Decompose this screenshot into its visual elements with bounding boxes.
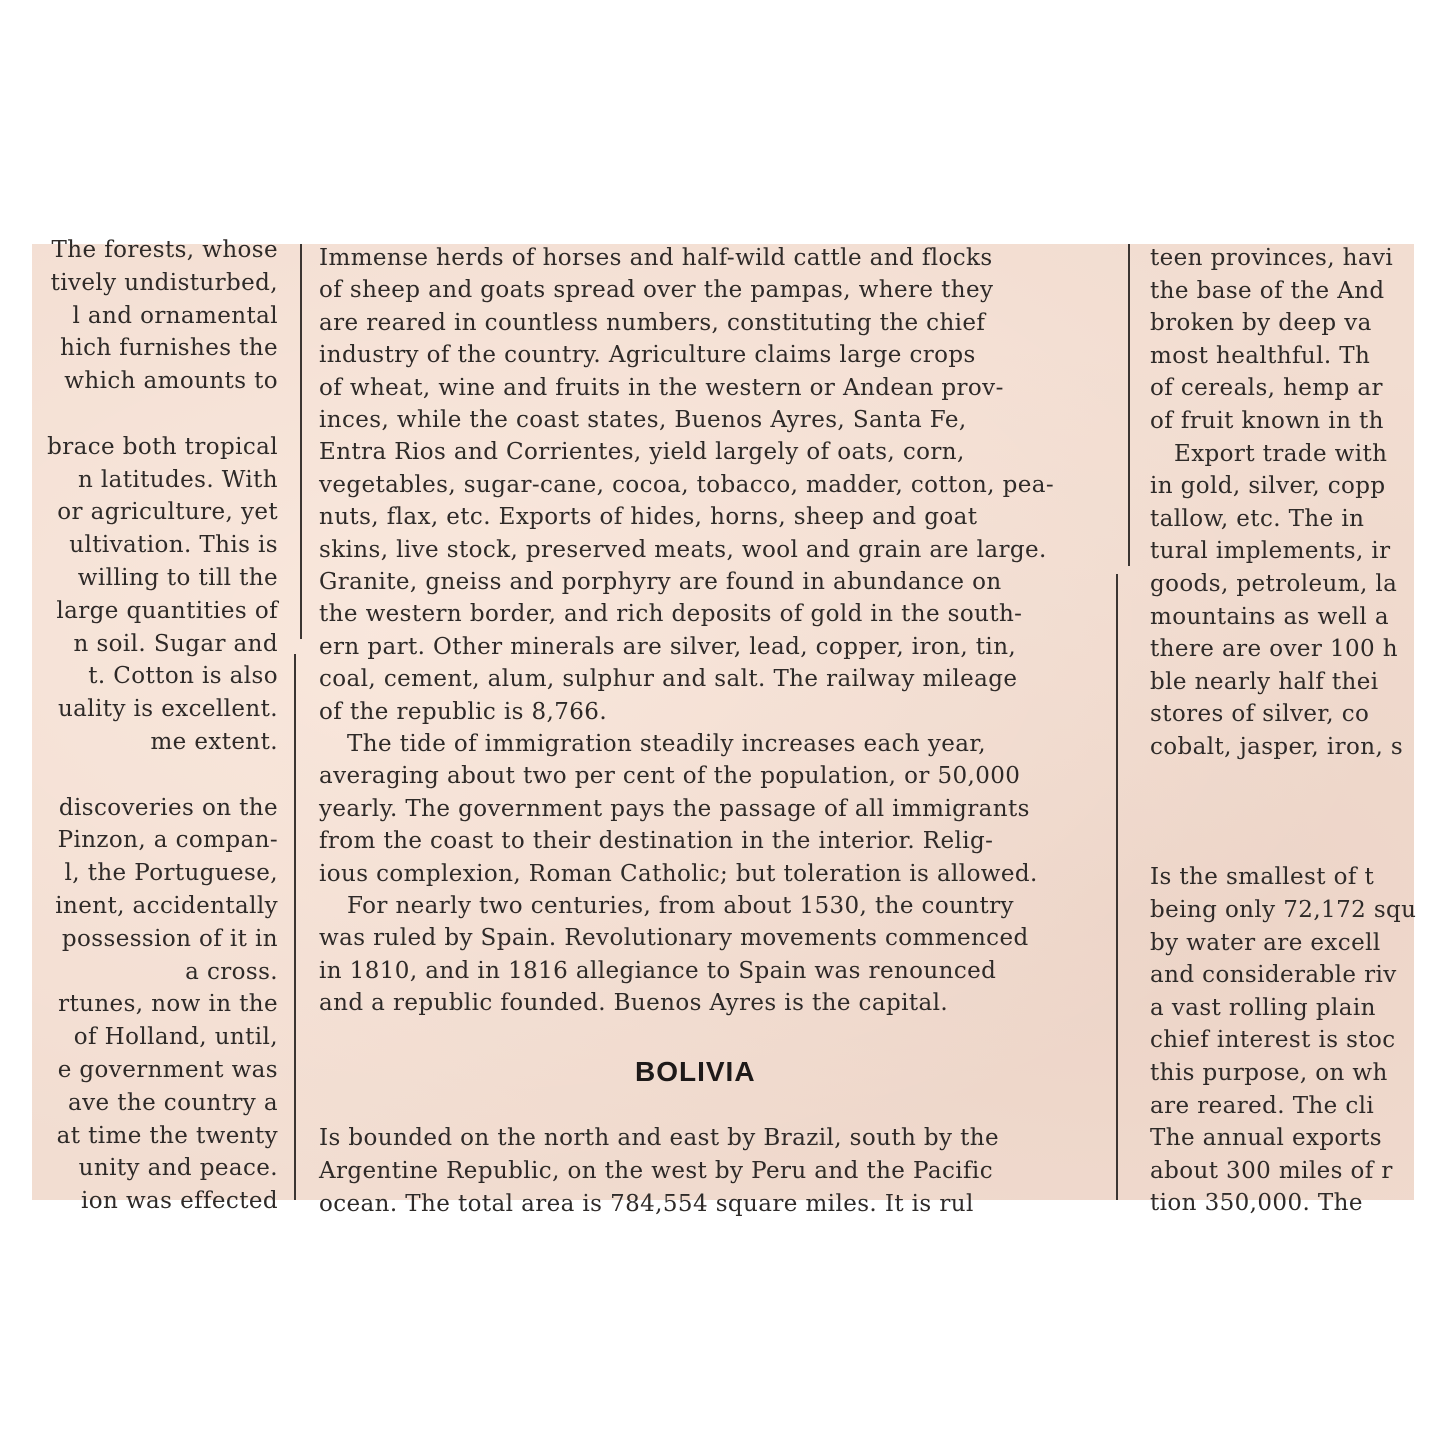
text-line: there are over 100 h (1150, 636, 1398, 663)
middle-column (319, 244, 1109, 1217)
text-line: The forests, whose (51, 237, 278, 263)
right-column (1150, 244, 1417, 1217)
text-line: tallow, etc. The in (1150, 505, 1365, 532)
text-line: Is bounded on the north and east by Brazil, south by the (319, 1125, 999, 1151)
text-line: averaging about two per cent of the population, or 50,000 (319, 763, 1021, 790)
text-line: yearly. The government pays the passage of all immigrants (319, 795, 1030, 822)
column-rule-right-lower (1116, 574, 1118, 1200)
column-rule-left-lower (294, 654, 296, 1200)
text-line: The tide of immigration steadily increases each year, (347, 731, 986, 757)
text-line: in 1810, and in 1816 allegiance to Spain was renounced (319, 957, 997, 984)
text-line: cobalt, jasper, iron, s (1150, 734, 1404, 760)
text-line: mountains as well a (1150, 603, 1389, 630)
text-line: uality is excellent. (57, 696, 278, 723)
section-heading: BOLIVIA (635, 1056, 756, 1087)
text-line: rtunes, now in the (58, 991, 278, 1018)
column-rule-right-upper (1128, 244, 1130, 566)
text-line: broken by deep va (1150, 310, 1372, 337)
text-line: of the republic is 8,766. (319, 698, 608, 725)
text-line: Is the smallest of t (1150, 864, 1375, 891)
text-line: of Holland, until, (73, 1024, 278, 1051)
text-line: about 300 miles of r (1150, 1157, 1393, 1184)
text-line: from the coast to their destination in the interior. Relig- (319, 828, 994, 855)
text-line: n soil. Sugar and (73, 630, 278, 657)
text-line: inent, accidentally (55, 893, 278, 919)
text-line: ocean. The total area is 784,554 square miles. It is rul (319, 1191, 974, 1217)
text-line: possession of it in (61, 925, 278, 952)
text-line: are reared. The cli (1150, 1092, 1375, 1119)
text-line: teen provinces, havi (1150, 245, 1394, 271)
text-line: ave the country a (67, 1089, 278, 1116)
text-line: of wheat, wine and fruits in the western or Andean prov- (319, 374, 1004, 401)
text-line: Entra Rios and Corrientes, yield largely of oats, corn, (319, 439, 965, 466)
text-line: large quantities of (56, 597, 278, 624)
text-line: ious complexion, Roman Catholic; but toleration is allowed. (319, 860, 1038, 887)
text-line: industry of the country. Agriculture claims large crops (319, 342, 976, 369)
text-line: the base of the And (1150, 277, 1385, 304)
text-line: or agriculture, yet (57, 499, 278, 526)
text-line: goods, petroleum, la (1150, 571, 1398, 597)
text-line: Granite, gneiss and porphyry are found in abundance on (319, 569, 1002, 595)
text-line: stores of silver, co (1150, 701, 1370, 728)
text-line: which amounts to (64, 368, 278, 395)
text-line: tural implements, ir (1150, 538, 1391, 565)
text-line: nuts, flax, etc. Exports of hides, horns, sheep and goat (319, 504, 978, 531)
text-line: tively undisturbed, (50, 269, 278, 296)
text-line: in gold, silver, copp (1150, 473, 1386, 500)
text-line: was ruled by Spain. Revolutionary movements commenced (319, 925, 1029, 952)
left-column (32, 237, 284, 1215)
text-line: chief interest is stoc (1150, 1027, 1396, 1054)
text-line: e government was (57, 1057, 278, 1083)
text-line: and considerable riv (1150, 962, 1397, 989)
text-line: coal, cement, alum, sulphur and salt. The railway mileage (319, 666, 1018, 693)
text-line: at time the twenty (56, 1122, 278, 1149)
text-line: a vast rolling plain (1150, 994, 1376, 1021)
text-line: this purpose, on wh (1150, 1060, 1388, 1086)
text-line: The annual exports (1150, 1125, 1383, 1152)
text-line: the western border, and rich deposits of gold in the south- (319, 601, 1023, 628)
text-line: inces, while the coast states, Buenos Ayres, Santa Fe, (319, 407, 967, 433)
text-line: l, the Portuguese, (64, 860, 278, 887)
text-line: me extent. (150, 729, 278, 755)
text-line: ern part. Other minerals are silver, lead, copper, iron, tin, (319, 633, 1017, 660)
text-line: vegetables, sugar-cane, cocoa, tobacco, madder, cotton, pea- (319, 471, 1055, 498)
text-line: brace both tropical (47, 433, 278, 460)
text-line: are reared in countless numbers, constituting the chief (319, 309, 986, 336)
text-line: of fruit known in th (1150, 408, 1384, 434)
text-line: Pinzon, a compan- (57, 827, 278, 854)
text-line: Immense herds of horses and half-wild cattle and flocks (319, 245, 993, 271)
text-line: unity and peace. (78, 1155, 278, 1182)
column-rule-left-upper (300, 244, 302, 639)
text-line: ion was effected (81, 1188, 278, 1215)
text-line: willing to till the (77, 565, 278, 591)
text-line: t. Cotton is also (88, 663, 278, 690)
text-line: skins, live stock, preserved meats, wool and grain are large. (319, 536, 1047, 563)
text-line: discoveries on the (58, 794, 278, 821)
text-line: Export trade with (1174, 440, 1388, 467)
text-line: ble nearly half thei (1150, 668, 1379, 695)
text-line: and a republic founded. Buenos Ayres is the capital. (319, 990, 949, 1017)
text-line: being only 72,172 squ (1150, 897, 1417, 923)
text-line: most healthful. Th (1150, 342, 1371, 369)
text-line: ultivation. This is (69, 532, 278, 559)
text-line: For nearly two centuries, from about 1530, the country (347, 893, 1014, 919)
text-line: by water are excell (1150, 929, 1381, 956)
text-line: n latitudes. With (77, 466, 278, 493)
text-line: of cereals, hemp ar (1150, 375, 1383, 402)
text-line: of sheep and goats spread over the pampas, where they (319, 277, 994, 304)
text-line: Argentine Republic, on the west by Peru and the Pacific (319, 1158, 993, 1184)
newspaper-page (32, 237, 1417, 1217)
text-line: l and ornamental (72, 302, 278, 329)
text-line: a cross. (185, 958, 278, 985)
text-line: hich furnishes the (60, 335, 278, 362)
text-line: tion 350,000. The (1150, 1190, 1363, 1217)
